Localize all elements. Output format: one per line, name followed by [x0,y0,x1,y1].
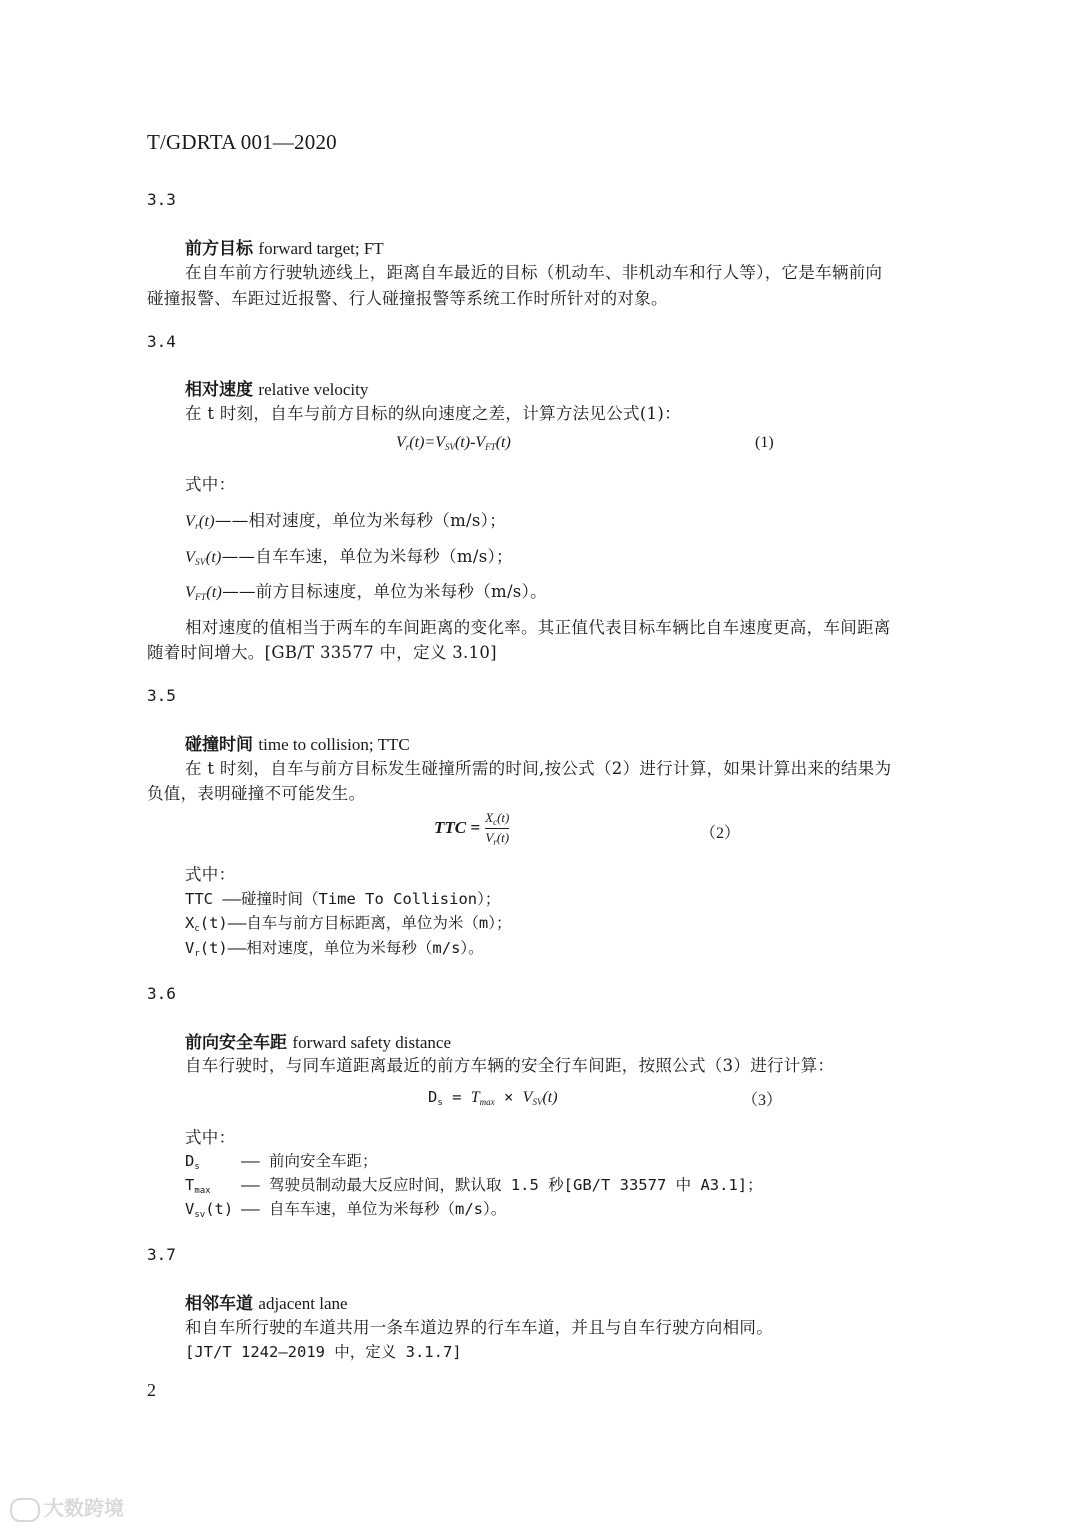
definition-line: 在 t 时刻，自车与前方目标的纵向速度之差，计算方法见公式(1)： [185,404,681,423]
reference-line: [JT/T 1242—2019 中，定义 3.1.7] [185,1343,462,1361]
term-en: forward safety distance [292,1033,452,1052]
where-label: 式中： [185,865,236,884]
section-number-3-7: 3.7 [147,1245,176,1264]
variable-definition: $T_{max}$ —— 驾驶员制动最大反应时间，默认取 1.5 秒[GB/T 33577 中 A3.1]； [185,1176,763,1196]
symbol: $V_r(t)$ [185,513,215,531]
standard-header: T/GDRTA 001—2020 [147,130,337,154]
term-en: time to collision; TTC [258,735,410,754]
watermark-logo-icon [10,1498,40,1522]
term-en: relative velocity [258,380,369,399]
formula-3: $D_s = T_{max} \times V_{SV}(t)$ [428,1088,558,1108]
equation-number-2: （2） [700,825,741,842]
note-line: 随着时间增大。[GB/T 33577 中，定义 3.10] [147,643,497,662]
definition-line: 自车行驶时，与同车道距离最近的前方车辆的安全行车间距，按照公式（3）进行计算： [185,1056,835,1075]
term-en: adjacent lane [258,1294,348,1313]
formula-lhs: TTC = [434,818,481,837]
term-en: forward target; FT [258,239,384,258]
definition-line: 负值，表明碰撞不可能发生。 [147,784,366,803]
symbol: $D_s$ [185,1152,200,1172]
section-number-3-3: 3.3 [147,190,176,209]
formula-1: $V_r(t)=V_{SV}(t)-V_{FT}(t)$ [396,434,511,452]
formula-2 [434,810,509,847]
term-cn: 前向安全车距 [185,1033,287,1053]
term-time-to-collision [185,730,410,755]
symbol: $V_r(t)$ [185,939,228,959]
page-number: 2 [147,1380,156,1400]
term-cn: 前方目标 [185,239,253,259]
variable-definition: TTC ——碰撞时间（Time To Collision）； [185,890,501,908]
variable-definition: $V_{SV}(t)——$自车车速，单位为米每秒（m/s）； [185,547,513,567]
symbol: $V_{SV}(t)$ [185,549,222,567]
fraction: $\frac{X_c(t)}{V_r(t)}$ [485,810,510,847]
variable-definition: $D_s$ —— 前向安全车距； [185,1152,378,1172]
term-cn: 相邻车道 [185,1294,253,1314]
where-label: 式中： [185,475,236,494]
definition-line: 碰撞报警、车距过近报警、行人碰撞报警等系统工作时所针对的对象。 [147,289,668,308]
note-line: 相对速度的值相当于两车的车间距离的变化率。其正值代表目标车辆比自车速度更高，车间距离 [185,618,891,637]
equation-number-3: （3） [742,1092,783,1109]
section-number-3-6: 3.6 [147,984,176,1003]
term-cn: 相对速度 [185,380,253,400]
variable-definition: $V_r(t)——$相对速度，单位为米每秒（m/s）。 [185,939,484,959]
term-adjacent-lane [185,1289,348,1314]
watermark: 大数跨境 [10,1492,124,1522]
symbol: $T_{max}$ [185,1176,211,1196]
definition-line: 在 t 时刻，自车与前方目标发生碰撞所需的时间,按公式（2）进行计算，如果计算出来的结果为 [185,759,892,778]
equation-number-1: (1) [755,434,774,451]
term-forward-target [185,234,384,259]
variable-definition: $V_{FT}(t)——$前方目标速度，单位为米每秒（m/s）。 [185,582,547,602]
symbol: $V_{sv}(t)$ [185,1200,234,1220]
term-forward-safety-distance [185,1028,451,1053]
term-cn: 碰撞时间 [185,735,253,755]
definition-line: 在自车前方行驶轨迹线上，距离自车最近的目标（机动车、非机动车和行人等），它是车辆前向 [185,263,883,282]
variable-definition: $X_c(t)——$自车与前方目标距离，单位为米（m）； [185,914,512,934]
variable-definition: $V_{sv}(t)$ —— 自车车速，单位为米每秒（m/s）。 [185,1200,507,1220]
term-relative-velocity [185,375,368,400]
where-label: 式中： [185,1128,236,1147]
section-number-3-4: 3.4 [147,332,176,351]
variable-definition: $V_r(t)——$相对速度，单位为米每秒（m/s）； [185,511,507,531]
symbol: $X_c(t)$ [185,914,228,934]
section-number-3-5: 3.5 [147,686,176,705]
definition-line: 和自车所行驶的车道共用一条车道边界的行车车道，并且与自车行驶方向相同。 [185,1318,773,1337]
symbol: $V_{FT}(t)$ [185,584,223,602]
